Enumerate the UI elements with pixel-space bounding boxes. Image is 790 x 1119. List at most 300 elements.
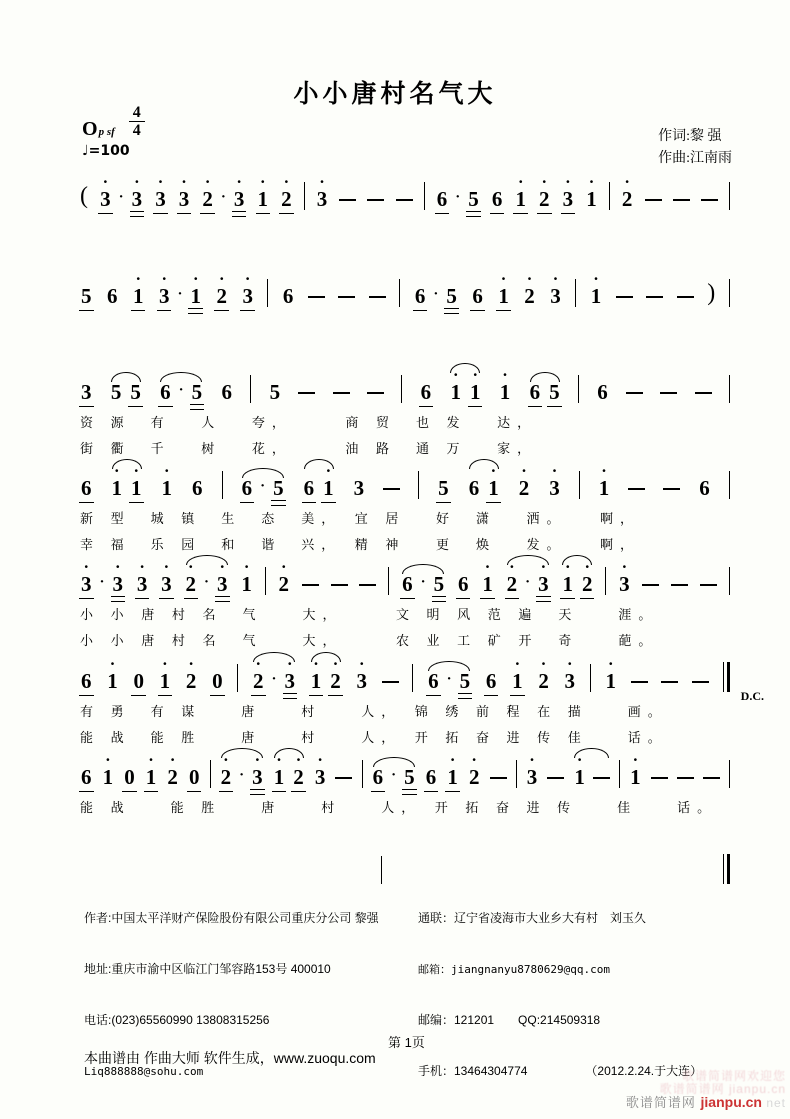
note: [604, 659, 617, 693]
duration-dash: [695, 392, 712, 394]
augmentation-dot: ·: [525, 574, 531, 590]
note: [310, 659, 323, 693]
octave-dot: •: [115, 466, 119, 477]
augmentation-dot: ·: [220, 189, 226, 205]
slur-group: [506, 562, 550, 596]
note-digit: 3: [136, 572, 148, 596]
note: [549, 274, 562, 308]
duration-dash: [663, 488, 680, 490]
note: [191, 478, 204, 499]
note-digit: 1: [131, 476, 142, 500]
octave-dot: •: [158, 177, 163, 188]
slur-group: [110, 382, 142, 403]
duration-dash: [308, 296, 325, 298]
notes-row: [80, 746, 730, 795]
note: [561, 562, 574, 596]
slur-group: [252, 659, 296, 693]
octave-dot: •: [103, 177, 108, 188]
slur-group: [310, 659, 342, 693]
music-line: [80, 650, 764, 745]
note: [598, 466, 611, 500]
page-number: 第 1页: [388, 1035, 425, 1050]
note-digit: 3: [161, 572, 172, 596]
note-digit: 1: [586, 187, 597, 211]
duration-dash: [367, 392, 384, 394]
octave-dot: •: [256, 659, 261, 670]
barline: [267, 279, 268, 307]
octave-dot: •: [110, 659, 115, 670]
barline: [401, 375, 402, 403]
duration-dash: [703, 777, 720, 779]
note-digit: 3: [100, 187, 111, 211]
barline: [304, 182, 305, 210]
note-digit: 1: [630, 765, 641, 789]
slur-group: [529, 382, 561, 403]
note-digit: 1: [145, 765, 157, 789]
barline: [605, 567, 606, 595]
octave-dot: •: [84, 562, 88, 573]
duration-dash: [661, 681, 678, 683]
augmentation-dot: ·: [455, 189, 461, 205]
slur-group: [303, 466, 335, 500]
octave-dot: •: [116, 562, 120, 573]
note-digit: 6: [81, 669, 92, 693]
watermark-faint-line: 歌谱简谱网欢迎您: [681, 1069, 786, 1083]
octave-dot: •: [149, 755, 153, 766]
note-digit: 3: [112, 572, 124, 596]
octave-dot: •: [165, 466, 169, 477]
octave-dot: •: [542, 177, 547, 188]
note: [284, 659, 297, 693]
octave-dot: •: [602, 466, 606, 477]
duration-dash: [593, 777, 610, 779]
note-digit: 6: [282, 284, 294, 308]
note-digit: 2: [220, 765, 232, 789]
note: [241, 274, 254, 308]
note: [123, 767, 136, 788]
composer-credit: 作曲:江南雨: [658, 151, 732, 167]
song-title: 小小唐村名气大: [293, 81, 497, 108]
note-digit: 6: [221, 380, 232, 404]
slur-group: [449, 370, 481, 404]
augmentation-dot: ·: [391, 767, 397, 783]
octave-dot: •: [219, 274, 224, 285]
note-digit: 1: [488, 476, 499, 500]
note: [166, 755, 179, 789]
octave-dot: •: [182, 177, 186, 188]
duration-dash: [359, 584, 376, 586]
note: [459, 671, 472, 692]
note: [102, 755, 115, 789]
credits-block: [658, 126, 732, 171]
octave-dot: •: [237, 177, 241, 188]
lyric-line: 小 小 唐 村 名 气 大， 农 业 工 矿 开 奇 葩。: [80, 633, 659, 648]
note: [106, 659, 119, 693]
duration-dash: [673, 199, 690, 201]
barline: [265, 567, 266, 595]
note: [548, 382, 561, 403]
note: [621, 177, 634, 211]
note: [80, 767, 93, 788]
note-digit: 6: [457, 572, 469, 596]
barline: [727, 854, 730, 884]
note: [457, 574, 470, 595]
note-digit: 1: [499, 380, 511, 404]
barline: [729, 567, 730, 595]
augmentation-dot: ·: [178, 382, 184, 398]
note-digit: 1: [159, 669, 171, 693]
note: [425, 767, 438, 788]
duration-dash: [677, 777, 694, 779]
barline: [424, 182, 425, 210]
slur-group: [401, 574, 445, 595]
note-digit: 3: [564, 669, 576, 693]
note-digit: 1: [107, 669, 118, 693]
note-digit: 3: [284, 669, 296, 693]
note-digit: 1: [482, 572, 493, 596]
parenthesis-mark: (: [80, 183, 88, 209]
note: [487, 466, 500, 500]
barline: [729, 182, 730, 210]
octave-dot: •: [568, 659, 572, 670]
duration-dash: [646, 296, 663, 298]
lyric-line: 幸 福 乐 园 和 谐 兴， 精 神 更 焕 发。 啊，: [80, 537, 641, 552]
note-digit: 5: [191, 380, 203, 404]
note: [158, 274, 171, 308]
note-digit: 5: [110, 380, 122, 404]
note-digit: 2: [538, 669, 549, 693]
note: [80, 382, 93, 403]
lyric-line: 资 源 有 人 夸， 商 贸 也 发 达，: [80, 415, 538, 430]
barline: [399, 279, 400, 307]
note-digit: 2: [581, 572, 593, 596]
octave-dot: •: [281, 562, 286, 573]
octave-dot: •: [318, 755, 322, 766]
note: [449, 370, 462, 404]
note: [471, 286, 484, 307]
note: [278, 562, 291, 596]
note: [282, 286, 295, 307]
octave-dot: •: [553, 274, 558, 285]
note: [178, 177, 191, 211]
note-digit: 1: [590, 284, 602, 308]
note: [99, 177, 112, 211]
author-contact-block: [84, 876, 379, 1114]
note-digit: 2: [185, 572, 196, 596]
octave-dot: •: [585, 562, 589, 573]
augmentation-dot: ·: [271, 671, 277, 687]
octave-dot: •: [565, 562, 570, 573]
barline: [516, 760, 517, 788]
slur-group: [372, 767, 416, 788]
octave-dot: •: [164, 562, 169, 573]
note: [241, 478, 254, 499]
lyric-line: 新 型 城 镇 生 态 美， 宜 居 好 潇 洒。 啊，: [80, 511, 641, 526]
note: [436, 189, 449, 210]
duration-dash: [626, 392, 643, 394]
note-digit: 5: [446, 284, 457, 308]
note-group: [99, 177, 143, 211]
note-digit: 3: [538, 572, 549, 596]
note-digit: 3: [217, 572, 228, 596]
barline: [210, 760, 211, 788]
octave-dot: •: [296, 755, 301, 766]
note: [526, 755, 539, 789]
barline: [723, 854, 724, 884]
note: [401, 574, 414, 595]
note: [468, 478, 481, 499]
barline: [362, 760, 363, 788]
mobile-line: 手机：13464304774: [418, 1064, 528, 1078]
note: [111, 466, 124, 500]
note-digit: 2: [524, 284, 535, 308]
duration-dash: [628, 488, 645, 490]
note-digit: 1: [190, 284, 201, 308]
octave-dot: •: [135, 177, 139, 188]
barline: [578, 375, 579, 403]
da-capo-mark: D.C.: [740, 689, 764, 703]
octave-dot: •: [359, 659, 364, 670]
notes-row: [80, 361, 730, 410]
octave-dot: •: [552, 466, 557, 477]
slur-group: [427, 671, 471, 692]
duration-dash: [333, 392, 350, 394]
note-digit: 1: [161, 476, 173, 500]
note-digit: 3: [549, 476, 560, 500]
watermark-main-line: [626, 1096, 786, 1110]
note: [220, 382, 233, 403]
duration-dash: [331, 584, 348, 586]
note-digit: 1: [512, 669, 523, 693]
note-digit: 1: [562, 572, 573, 596]
octave-dot: •: [453, 370, 458, 381]
lyric-line: 能 战 能 胜 唐 村 人， 开 拓 奋 进 传 佳 话。: [80, 730, 668, 745]
note-digit: 1: [574, 765, 585, 789]
note: [130, 466, 143, 500]
note-digit: 6: [428, 669, 439, 693]
note-digit: 3: [314, 765, 326, 789]
lyric-line: 能 战 能 胜 唐 村 人， 开 拓 奋 进 传 佳 话。: [80, 800, 718, 815]
note: [211, 671, 224, 692]
note-digit: 6: [303, 476, 315, 500]
note-digit: 2: [278, 572, 289, 596]
liaison-line: 通联：辽宁省凌海市大业乡大有村 刘玉久: [418, 911, 647, 925]
generator-note: 本曲谱由 作曲大师 软件生成，www.zuoqu.com: [84, 1050, 376, 1066]
duration-dash: [490, 777, 507, 779]
site-watermark: [626, 1070, 786, 1110]
note-digit: 2: [518, 476, 530, 500]
octave-dot: •: [134, 466, 139, 477]
note-digit: 1: [132, 284, 144, 308]
note: [80, 478, 93, 499]
note: [80, 286, 93, 307]
duration-dash: [298, 392, 315, 394]
duration-dash: [671, 584, 688, 586]
note-digit: 5: [438, 476, 449, 500]
barline: [590, 664, 591, 692]
note: [185, 562, 198, 596]
duration-dash: [335, 777, 352, 779]
slur-group: [561, 562, 593, 596]
note-digit: 6: [597, 380, 608, 404]
note: [185, 659, 198, 693]
notes-row: [80, 457, 730, 506]
duration-dash: [338, 296, 355, 298]
note: [590, 274, 603, 308]
time-signature-numerator: 4: [129, 104, 145, 122]
octave-dot: •: [518, 177, 523, 188]
note-digit: 5: [81, 284, 92, 308]
note: [322, 466, 335, 500]
barline: [381, 856, 382, 884]
phone-line: 电话:(023)65560990 13808315256: [84, 1013, 270, 1027]
note: [132, 671, 145, 692]
note: [514, 177, 527, 211]
tempo-marking: ♩=100: [82, 142, 130, 159]
barline: [727, 662, 730, 692]
note: [353, 478, 366, 499]
barline: [729, 375, 730, 403]
barline: [729, 760, 730, 788]
octave-dot: •: [284, 177, 289, 188]
note: [564, 659, 577, 693]
octave-dot: •: [527, 274, 532, 285]
note: [272, 478, 285, 499]
note-digit: 6: [106, 284, 118, 308]
note-digit: 5: [459, 669, 471, 693]
note: [446, 755, 459, 789]
note-digit: 2: [253, 669, 264, 693]
note-digit: 5: [468, 187, 479, 211]
augmentation-dot: ·: [239, 767, 245, 783]
note-digit: 3: [562, 187, 574, 211]
note: [329, 659, 342, 693]
octave-dot: •: [633, 755, 638, 766]
slur-group: [273, 755, 305, 789]
note: [160, 562, 173, 596]
note: [131, 177, 144, 211]
duration-dash: [645, 199, 662, 201]
octave-dot: •: [503, 370, 507, 381]
note-digit: 1: [605, 669, 616, 693]
barline: [609, 182, 610, 210]
octave-dot: •: [220, 562, 225, 573]
octave-dot: •: [541, 562, 546, 573]
slur-group: [220, 755, 264, 789]
note-digit: 6: [485, 669, 497, 693]
note-digit: 2: [330, 669, 341, 693]
augmentation-dot: ·: [260, 478, 266, 494]
note-digit: 6: [81, 476, 92, 500]
note: [257, 177, 270, 211]
note: [269, 382, 282, 403]
note: [581, 562, 594, 596]
note-digit: 6: [529, 380, 541, 404]
lyric-line: 有 勇 有 谋 唐 村 人， 锦 绣 前 程 在 描 画。: [80, 704, 668, 719]
note: [220, 755, 233, 789]
duration-dash: [396, 199, 413, 201]
augmentation-dot: ·: [433, 286, 439, 302]
note: [110, 382, 123, 403]
note-digit: 1: [241, 572, 252, 596]
author-line: 作者:中国太平洋财产保险股份有限公司重庆分公司 黎强: [84, 911, 379, 925]
note: [188, 767, 201, 788]
duration-dash: [651, 777, 668, 779]
barline: [579, 471, 580, 499]
note-group: [80, 562, 124, 596]
note: [216, 562, 229, 596]
notes-row: [80, 168, 730, 217]
note: [562, 177, 575, 211]
note-digit: 5: [269, 380, 281, 404]
note-digit: 1: [273, 765, 285, 789]
augmentation-dot: ·: [446, 671, 452, 687]
note-digit: 1: [598, 476, 610, 500]
music-line: [80, 553, 730, 647]
note-digit: 5: [130, 380, 141, 404]
octave-dot: •: [589, 177, 594, 188]
octave-dot: •: [594, 274, 598, 285]
note: [132, 274, 145, 308]
octave-dot: •: [260, 177, 265, 188]
octave-dot: •: [491, 466, 496, 477]
music-line: [80, 361, 730, 455]
octave-dot: •: [472, 755, 476, 766]
note-digit: 3: [242, 284, 253, 308]
octave-dot: •: [625, 177, 629, 188]
note: [537, 659, 550, 693]
octave-dot: •: [136, 274, 140, 285]
note: [80, 671, 93, 692]
note-digit: 2: [281, 187, 292, 211]
note: [240, 562, 253, 596]
note: [154, 177, 167, 211]
note: [372, 767, 385, 788]
note-digit: 6: [414, 284, 426, 308]
note: [467, 189, 480, 210]
octave-dot: •: [522, 466, 526, 477]
duration-dash: [677, 296, 694, 298]
note-digit: 6: [491, 187, 503, 211]
barline: [723, 662, 724, 692]
note-digit: 1: [323, 476, 334, 500]
note-digit: 1: [498, 284, 509, 308]
note-digit: 3: [526, 765, 538, 789]
note: [485, 671, 498, 692]
note: [573, 755, 586, 789]
note: [252, 659, 265, 693]
note-digit: 6: [468, 476, 480, 500]
octave-dot: •: [510, 562, 514, 573]
time-signature-denominator: 4: [132, 122, 141, 140]
duration-dash: [701, 199, 718, 201]
note-digit: 0: [212, 669, 223, 693]
music-line: [80, 265, 730, 314]
barline: [575, 279, 576, 307]
watermark-faint-line: 歌谱简谱网 jianpu.cn: [659, 1082, 786, 1096]
note-digit: 6: [420, 380, 432, 404]
note-digit: 3: [353, 476, 365, 500]
octave-dot: •: [163, 659, 167, 670]
octave-dot: •: [501, 274, 506, 285]
parenthesis-mark: ): [707, 280, 716, 306]
note-digit: 2: [468, 765, 480, 789]
time-signature: [129, 104, 145, 141]
note: [491, 189, 504, 210]
note-digit: 6: [699, 476, 710, 500]
duration-dash: [367, 199, 384, 201]
note: [215, 274, 228, 308]
